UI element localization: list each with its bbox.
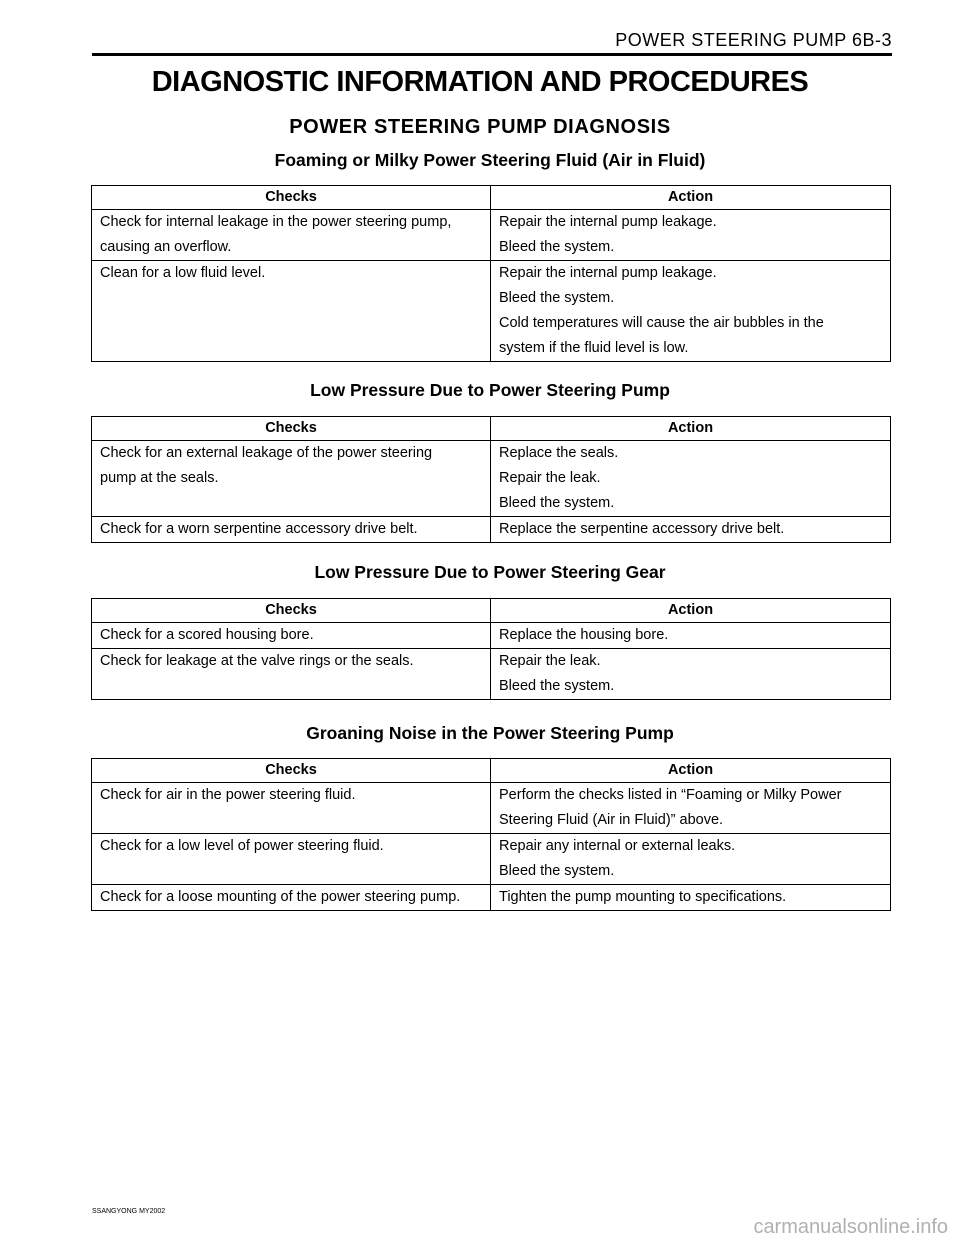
action-line: Repair the internal pump leakage. — [499, 214, 717, 230]
action-line: Perform the checks listed in “Foaming or Milky Power — [499, 787, 842, 803]
column-header-checks: Checks — [92, 599, 491, 623]
checks-line: causing an overflow. — [100, 239, 232, 255]
table-row — [92, 261, 891, 362]
column-header-action: Action — [491, 599, 891, 623]
document-code: SSANGYONG MY2002 — [92, 1208, 166, 1215]
checks-cell — [92, 885, 491, 911]
action-line: Cold temperatures will cause the air bubbles in the — [499, 315, 824, 331]
column-header-checks: Checks — [92, 186, 491, 210]
checks-line: Check for a low level of power steering fluid. — [100, 838, 384, 854]
column-header-checks: Checks — [92, 417, 491, 441]
page-title: DIAGNOSTIC INFORMATION AND PROCEDURES — [151, 66, 809, 98]
table-header-row — [92, 759, 891, 783]
table-header-row — [92, 599, 891, 623]
table-foaming-fluid — [91, 185, 891, 362]
action-cell — [491, 649, 891, 700]
table-row — [92, 517, 891, 543]
action-line: Bleed the system. — [499, 495, 615, 511]
checks-cell — [92, 783, 491, 834]
table-row — [92, 441, 891, 517]
section-title-groaning-noise: Groaning Noise in the Power Steering Pump — [306, 723, 674, 743]
column-header-action: Action — [491, 186, 891, 210]
watermark: carmanualsonline.info — [753, 1216, 948, 1238]
action-cell — [491, 834, 891, 885]
action-line: Replace the seals. — [499, 445, 619, 461]
column-header-checks: Checks — [92, 759, 491, 783]
checks-cell — [92, 649, 491, 700]
table-row — [92, 623, 891, 649]
checks-cell — [92, 834, 491, 885]
section-title-low-pressure-gear: Low Pressure Due to Power Steering Gear — [314, 562, 666, 582]
section-title-low-pressure-pump: Low Pressure Due to Power Steering Pump — [310, 380, 670, 400]
section-title-foaming-fluid: Foaming or Milky Power Steering Fluid (Air in Fluid) — [274, 150, 706, 170]
table-row — [92, 885, 891, 911]
checks-line: Check for leakage at the valve rings or the seals. — [100, 653, 414, 669]
action-line: system if the fluid level is low. — [499, 340, 689, 356]
action-cell — [491, 623, 891, 649]
action-line: Tighten the pump mounting to specifications. — [499, 889, 787, 905]
action-line: Bleed the system. — [499, 863, 615, 879]
table-row — [92, 783, 891, 834]
table-groaning-noise — [91, 758, 891, 911]
checks-cell — [92, 517, 491, 543]
checks-cell — [92, 441, 491, 517]
checks-line: Clean for a low fluid level. — [100, 265, 266, 281]
running-header: POWER STEERING PUMP 6B-3 — [615, 30, 892, 50]
header-rule — [92, 53, 892, 56]
table-header-row — [92, 417, 891, 441]
table-row — [92, 649, 891, 700]
action-cell — [491, 783, 891, 834]
action-line: Repair any internal or external leaks. — [499, 838, 736, 854]
action-line: Repair the leak. — [499, 470, 601, 486]
checks-line: Check for a loose mounting of the power steering pump. — [100, 889, 461, 905]
table-low-pressure-pump — [91, 416, 891, 543]
column-header-action: Action — [491, 759, 891, 783]
table-header-row — [92, 186, 891, 210]
action-cell — [491, 210, 891, 261]
action-cell — [491, 517, 891, 543]
action-cell — [491, 441, 891, 517]
action-line: Repair the leak. — [499, 653, 601, 669]
action-line: Bleed the system. — [499, 678, 615, 694]
table-row — [92, 834, 891, 885]
action-line: Repair the internal pump leakage. — [499, 265, 717, 281]
page-subtitle: POWER STEERING PUMP DIAGNOSIS — [289, 116, 671, 138]
action-cell — [491, 261, 891, 362]
action-line: Steering Fluid (Air in Fluid)” above. — [499, 812, 724, 828]
checks-line: Check for internal leakage in the power steering pump, — [100, 214, 452, 230]
table-row — [92, 210, 891, 261]
checks-line: Check for a worn serpentine accessory drive belt. — [100, 521, 418, 537]
checks-cell — [92, 210, 491, 261]
column-header-action: Action — [491, 417, 891, 441]
action-cell — [491, 885, 891, 911]
checks-cell — [92, 623, 491, 649]
table-low-pressure-gear — [91, 598, 891, 700]
checks-line: Check for an external leakage of the power steering — [100, 445, 433, 461]
checks-cell — [92, 261, 491, 362]
checks-line: Check for air in the power steering fluid. — [100, 787, 356, 803]
action-line: Replace the serpentine accessory drive belt. — [499, 521, 785, 537]
checks-line: pump at the seals. — [100, 470, 219, 486]
checks-line: Check for a scored housing bore. — [100, 627, 314, 643]
action-line: Bleed the system. — [499, 239, 615, 255]
action-line: Replace the housing bore. — [499, 627, 669, 643]
action-line: Bleed the system. — [499, 290, 615, 306]
